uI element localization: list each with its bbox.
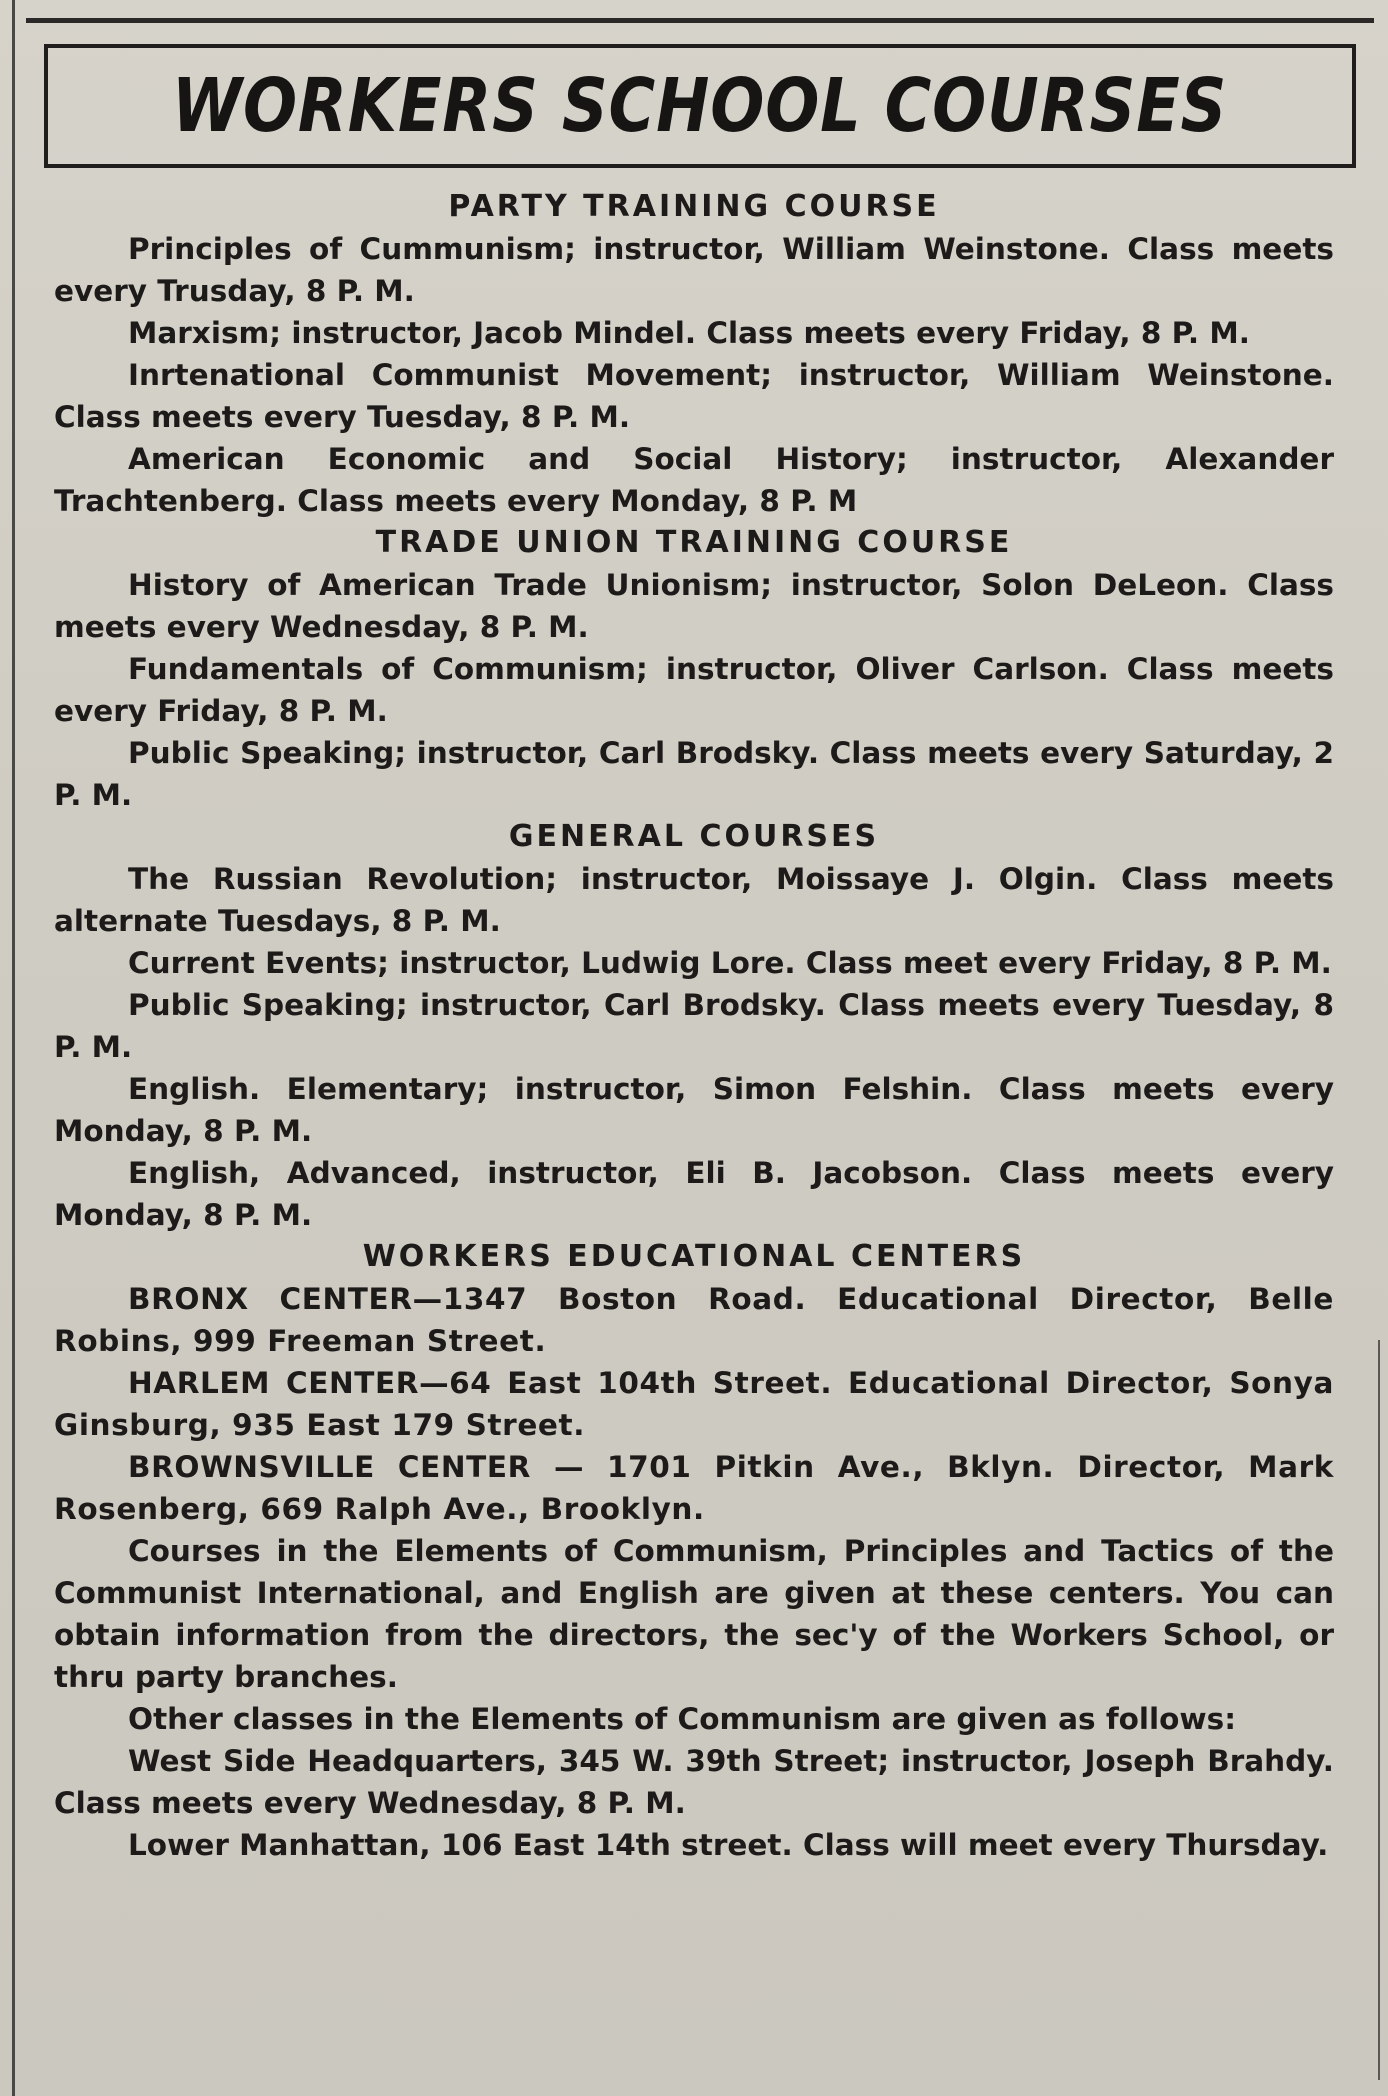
headline: WORKERS SCHOOL COURSES xyxy=(172,63,1228,149)
course-entry: English. Elementary; instructor, Simon Felshin. Class meets every Monday, 8 P. M. xyxy=(54,1072,1334,1148)
section-heading: TRADE UNION TRAINING COURSE xyxy=(375,525,1013,560)
course-entry: Marxism; instructor, Jacob Mindel. Class meets every Friday, 8 P. M. xyxy=(128,316,1250,350)
section-educational-centers xyxy=(54,1236,1334,1866)
center-entry: BROWNSVILLE CENTER — 1701 Pitkin Ave., Bklyn. Director, Mark Rosenberg, 669 Ralph Ave., Brooklyn. xyxy=(54,1450,1334,1526)
course-entry: English, Advanced, instructor, Eli B. Jacobson. Class meets every Monday, 8 P. M. xyxy=(54,1156,1334,1232)
course-entry: The Russian Revolution; instructor, Moissaye J. Olgin. Class meets alternate Tuesdays, 8 P. M. xyxy=(54,862,1334,938)
section-general-courses xyxy=(54,816,1334,1236)
course-entry: Current Events; instructor, Ludwig Lore. Class meet every Friday, 8 P. M. xyxy=(128,946,1332,980)
center-entry: BRONX CENTER—1347 Boston Road. Educational Director, Belle Robins, 999 Freeman Street. xyxy=(54,1282,1334,1358)
course-entry: Public Speaking; instructor, Carl Brodsky. Class meets every Tuesday, 8 P. M. xyxy=(54,988,1334,1064)
class-location-entry: West Side Headquarters, 345 W. 39th Street; instructor, Joseph Brahdy. Class meets every Wednesday, 8 P. M. xyxy=(54,1744,1334,1820)
course-entry: Fundamentals of Communism; instructor, Oliver Carlson. Class meets every Friday, 8 P. M. xyxy=(54,652,1334,728)
section-heading: GENERAL COURSES xyxy=(508,819,880,854)
course-entry: American Economic and Social History; instructor, Alexander Trachtenberg. Class meets every Monday, 8 P. M xyxy=(54,442,1334,518)
article-body xyxy=(54,186,1334,1866)
info-paragraph: Courses in the Elements of Communism, Principles and Tactics of the Communist International, and English are given at these centers. You can obtain information from the directors, the sec'y of the Workers School, or thru party branches. xyxy=(54,1534,1334,1694)
course-entry: History of American Trade Unionism; instructor, Solon DeLeon. Class meets every Wednesday, 8 P. M. xyxy=(54,568,1334,644)
section-party-training xyxy=(54,186,1334,522)
section-trade-union-training xyxy=(54,522,1334,816)
title-box xyxy=(44,44,1356,168)
center-entry: HARLEM CENTER—64 East 104th Street. Educational Director, Sonya Ginsburg, 935 East 179 Street. xyxy=(54,1366,1334,1442)
course-entry: Inrtenational Communist Movement; instructor, William Weinstone. Class meets every Tuesday, 8 P. M. xyxy=(54,358,1334,434)
class-location-entry: Lower Manhattan, 106 East 14th street. Class will meet every Thursday. xyxy=(128,1828,1329,1862)
section-heading: WORKERS EDUCATIONAL CENTERS xyxy=(362,1239,1026,1274)
top-rule xyxy=(26,18,1374,23)
course-entry: Public Speaking; instructor, Carl Brodsky. Class meets every Saturday, 2 P. M. xyxy=(54,736,1334,812)
right-column-rule xyxy=(1378,1340,1380,2080)
course-entry: Principles of Cummunism; instructor, William Weinstone. Class meets every Trusday, 8 P. M. xyxy=(54,232,1334,308)
left-column-rule xyxy=(12,0,15,2096)
section-heading: PARTY TRAINING COURSE xyxy=(448,189,940,224)
info-paragraph: Other classes in the Elements of Communism are given as follows: xyxy=(128,1702,1237,1736)
